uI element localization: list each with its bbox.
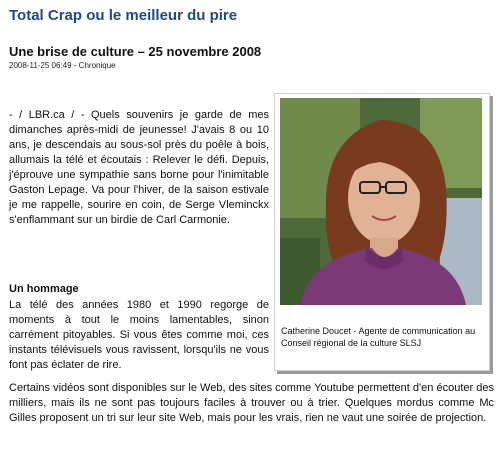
section-heading: Un hommage (9, 283, 79, 295)
article-paragraph-2: La télé des années 1980 et 1990 regorge de moments à tout le moins lamentables, sinon carrément pitoyables. Si vous êtes comme moi, ces instants télévisuels vous ravissent, lorsqu'ils ne vous font pas éclater de rire. (9, 299, 269, 371)
article-paragraph-3: Certains vidéos sont disponibles sur le Web, des sites comme Youtube permettent d'en écouter des milliers, mais ils ne sont pas toujours faciles à trouver ou à trier. Quelques mordus comme Mc Gilles proposent un tri sur leur site Web, mais pour les vrais, rien ne vaut une soirée de projection. (9, 382, 494, 424)
photo-caption: Catherine Doucet - Agente de communication au Conseil régional de la culture SLSJ (281, 326, 476, 348)
portrait-photo (280, 98, 482, 305)
photo-figure (274, 93, 490, 371)
article-meta: 2008-11-25 06:49 - Chronique (9, 61, 116, 70)
article-paragraph-1: - / LBR.ca / - Quels souvenirs je garde de mes dimanches après-midi de jeunesse! J'avais 8 ou 10 ans, je descendais au sous-sol près du poêle à bois, allumais la télé et écoutais : Relever le défi. Depuis, j'éprouve une sympathie sans borne pour l'inimitable Gaston Lepage. Va pour l'hiver, de la saison estivale je me rappelle, sourire en coin, de Serge Vleminckx s'enflammant sur un birdie de Carl Carmonie. (9, 109, 269, 226)
site-title[interactable]: Total Crap ou le meilleur du pire (9, 7, 238, 24)
article-title: Une brise de culture – 25 novembre 2008 (9, 44, 262, 59)
